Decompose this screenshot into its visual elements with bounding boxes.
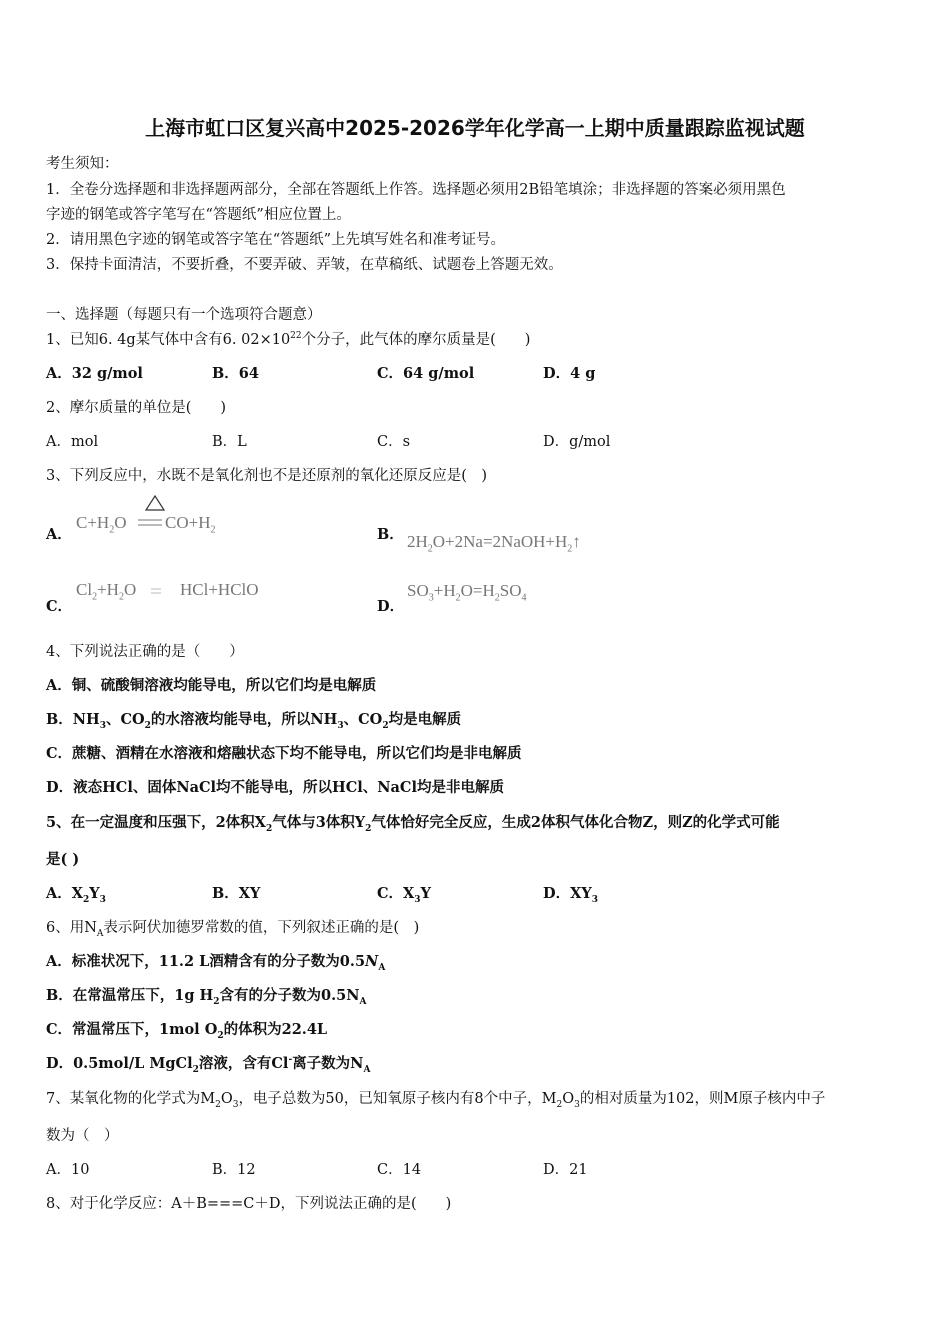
q6-option-d[interactable] (46, 1052, 370, 1075)
q6-d-sup: - (288, 1055, 293, 1066)
q6-stem-2: 表示阿伏加德罗常数的值，下列叙述正确的是( ) (103, 920, 420, 936)
q1-option-b[interactable]: B．64 (212, 365, 259, 382)
q4-option-c[interactable]: C．蔗糖、酒精在水溶液和熔融状态下均不能导电，所以它们均是非电解质 (46, 745, 522, 762)
q3-b-sub1: 2 (427, 543, 433, 555)
q2-option-a[interactable]: A．mol (46, 434, 99, 450)
question-7-stem-cont: 数为（ ） (46, 1128, 119, 1144)
q3-equation-d (407, 581, 527, 603)
q7-stem-5: 的相对质量为102，则M原子核内中子 (579, 1091, 826, 1107)
q5-option-a[interactable] (46, 882, 106, 905)
q5-c-2: Y (420, 885, 431, 902)
q3-equation-c-right: HCl+HClO (180, 580, 259, 599)
q5-a-1: A．X (46, 885, 84, 902)
up-arrow-icon: ↑ (572, 532, 581, 551)
q6-c-1: C．常温常压下，1mol O (46, 1021, 218, 1038)
q1-stem-a: 1、已知6. 4g某气体中含有6. 02×10 (46, 332, 291, 348)
q5-option-c[interactable] (377, 882, 431, 905)
q4-b-4: 、CO (343, 711, 383, 728)
q4-b-2: 、CO (105, 711, 145, 728)
q7-option-b[interactable]: B．12 (212, 1162, 256, 1178)
q5-a-2: Y (89, 885, 100, 902)
q3-d-sub2: 2 (455, 592, 461, 604)
question-5-stem (46, 811, 780, 834)
q6-c-2: 的体积为22.4L (223, 1021, 328, 1038)
q3-a-sub1: 2 (109, 524, 115, 536)
q4-b-5: 均是电解质 (388, 711, 462, 728)
q6-option-b[interactable] (46, 984, 366, 1007)
question-2-stem: 2、摩尔质量的单位是( ) (46, 400, 227, 416)
page-title: 上海市虹口区复兴高中2025-2026学年化学高一上期中质量跟踪监视试题 (145, 116, 805, 140)
q3-d-sub4: 4 (521, 592, 527, 604)
q7-sub4: 3 (574, 1099, 580, 1110)
question-6-stem (46, 916, 419, 939)
notice-item-1-cont: 字迹的钢笔或答字笔写在“答题纸”相应位置上。 (46, 207, 351, 223)
q3-c-sub2: 2 (118, 591, 124, 603)
q5-sub2: 2 (365, 823, 372, 834)
q3-d-1: SO (407, 581, 429, 600)
question-8-stem: 8、对于化学反应：A＋B===C＋D，下列说法正确的是( ) (46, 1196, 452, 1212)
section-heading: 一、选择题（每题只有一个选项符合题意） (46, 307, 322, 323)
reversible-arrow-icon (150, 586, 162, 596)
q7-stem-4: O (562, 1091, 575, 1107)
q1-stem-b: 个分子，此气体的摩尔质量是( ) (301, 332, 531, 348)
q3-b-2: O+2Na=2NaOH+H (432, 532, 568, 551)
question-5-stem-cont: 是( ) (46, 851, 80, 868)
q6-b-sub2: A (359, 996, 367, 1007)
q7-sub3: 2 (556, 1099, 563, 1110)
q1-stem-sup: 22 (290, 331, 302, 342)
notice-item-2: 2．请用黑色字迹的钢笔或答字笔在“答题纸”上先填写姓名和准考证号。 (46, 232, 506, 248)
q3-d-sub3: 2 (494, 592, 500, 604)
q6-d-1: D．0.5mol/L MgCl (46, 1055, 193, 1072)
q7-stem-1: 7、某氧化物的化学式为M (46, 1091, 216, 1107)
q3-a-right: CO+H (165, 513, 211, 532)
q7-sub2: 3 (232, 1099, 239, 1110)
q6-d-2: 溶液，含有Cl (198, 1055, 289, 1072)
question-7-stem (46, 1087, 825, 1110)
q6-stem-sub: A (96, 928, 104, 939)
q4-b-sub2: 2 (144, 720, 151, 731)
q3-b-sub2: 2 (567, 543, 573, 555)
heat-triangle-icon (144, 494, 166, 512)
q3-equation-b (407, 532, 581, 554)
q3-option-a-label[interactable]: A． (46, 526, 72, 543)
q6-d-sub1: 2 (192, 1064, 199, 1075)
q3-equation-c (76, 580, 136, 602)
q1-option-c[interactable]: C．64 g/mol (377, 365, 475, 382)
q1-option-d[interactable]: D．4 g (543, 365, 596, 382)
q7-option-a[interactable]: A．10 (46, 1162, 90, 1178)
q3-option-d-label[interactable]: D． (377, 598, 405, 615)
q5-sub1: 2 (265, 823, 273, 834)
q5-stem-1: 5、在一定温度和压强下，2体积X (46, 814, 266, 831)
q3-a-mid: O (114, 513, 127, 532)
q6-stem-1: 6、用N (46, 920, 97, 936)
q7-option-c[interactable]: C．14 (377, 1162, 422, 1178)
q6-d-sub2: A (363, 1064, 371, 1075)
equals-sign-icon (137, 518, 163, 528)
q2-option-c[interactable]: C．s (377, 434, 411, 450)
q4-option-a[interactable]: A．铜、硫酸铜溶液均能导电，所以它们均是电解质 (46, 677, 377, 694)
q7-stem-3: ，电子总数为50，已知氧原子核内有8个中子，M (238, 1091, 557, 1107)
q4-b-sub3: 3 (337, 720, 344, 731)
q4-b-1: B．NH (46, 711, 100, 728)
q2-option-d[interactable]: D．g/mol (543, 434, 611, 450)
q7-option-d[interactable]: D．21 (543, 1162, 588, 1178)
q3-c-1: Cl (76, 580, 93, 599)
q3-equation-a (76, 513, 126, 535)
q4-b-sub1: 3 (99, 720, 106, 731)
q1-option-a[interactable]: A．32 g/mol (46, 365, 143, 382)
question-4-stem: 4、下列说法正确的是（ ） (46, 644, 244, 660)
q7-sub1: 2 (215, 1099, 221, 1110)
q3-option-b-label[interactable]: B． (377, 526, 404, 543)
q7-stem-2: O (220, 1091, 233, 1107)
q3-d-2: +H (433, 581, 456, 600)
q6-b-2: 含有的分子数为0.5N (219, 987, 360, 1004)
q6-option-a[interactable] (46, 950, 385, 973)
q5-a-sub2: 3 (99, 894, 106, 905)
q6-d-3: 离子数为N (292, 1055, 364, 1072)
q6-c-sub1: 2 (217, 1030, 224, 1041)
q6-a-n: N (365, 953, 379, 970)
q4-option-b[interactable] (46, 708, 461, 731)
q3-d-3: O=H (460, 581, 495, 600)
q4-b-3: 的水溶液均能导电，所以NH (150, 711, 338, 728)
q6-b-1: B．在常温常压下，1g H (46, 987, 214, 1004)
q6-a-1: A．标准状况下，11.2 L酒精含有的分子数为0.5 (46, 953, 366, 970)
q5-d-1: D．XY (543, 885, 592, 902)
question-1-stem (46, 328, 530, 349)
question-3-stem: 3、下列反应中，水既不是氧化剂也不是还原剂的氧化还原反应是( ) (46, 468, 488, 484)
q3-d-4: SO (499, 581, 522, 600)
q6-a-sub: A (378, 962, 386, 973)
q4-b-sub4: 2 (382, 720, 389, 731)
q6-option-c[interactable] (46, 1018, 327, 1041)
q3-a-left: C+H (76, 513, 110, 532)
q3-d-sub1: 3 (428, 592, 434, 604)
q3-a-sub2: 2 (210, 524, 216, 536)
q5-stem-2: 气体与3体积Y (272, 814, 366, 831)
q3-c-sub1: 2 (92, 591, 98, 603)
q4-option-d[interactable]: D．液态HCl、固体NaCl均不能导电，所以HCl、NaCl均是非电解质 (46, 779, 504, 796)
q5-option-d[interactable] (543, 882, 598, 905)
q3-equation-a-right (165, 513, 215, 535)
q3-b-1: 2H (407, 532, 428, 551)
q5-c-sub1: 3 (414, 894, 421, 905)
notice-heading: 考生须知： (46, 156, 119, 172)
q3-c-3: O (123, 580, 137, 599)
notice-item-1: 1．全卷分选择题和非选择题两部分，全部在答题纸上作答。选择题必须用2B铅笔填涂；非选择题的答案必须用黑色 (46, 182, 786, 198)
q6-b-sub1: 2 (213, 996, 220, 1007)
q2-option-b[interactable]: B．L (212, 434, 247, 450)
q5-stem-3: 气体恰好完全反应，生成2体积气体化合物Z，则Z的化学式可能 (371, 814, 780, 831)
notice-item-3: 3．保持卡面清洁，不要折叠，不要弄破、弄皱，在草稿纸、试题卷上答题无效。 (46, 257, 563, 273)
q3-option-c-label[interactable]: C． (46, 598, 73, 615)
q3-c-2: +H (97, 580, 119, 599)
q5-a-sub1: 2 (83, 894, 90, 905)
q5-d-sub1: 3 (591, 894, 598, 905)
q5-option-b[interactable]: B．XY (212, 885, 261, 902)
q5-c-1: C．X (377, 885, 415, 902)
